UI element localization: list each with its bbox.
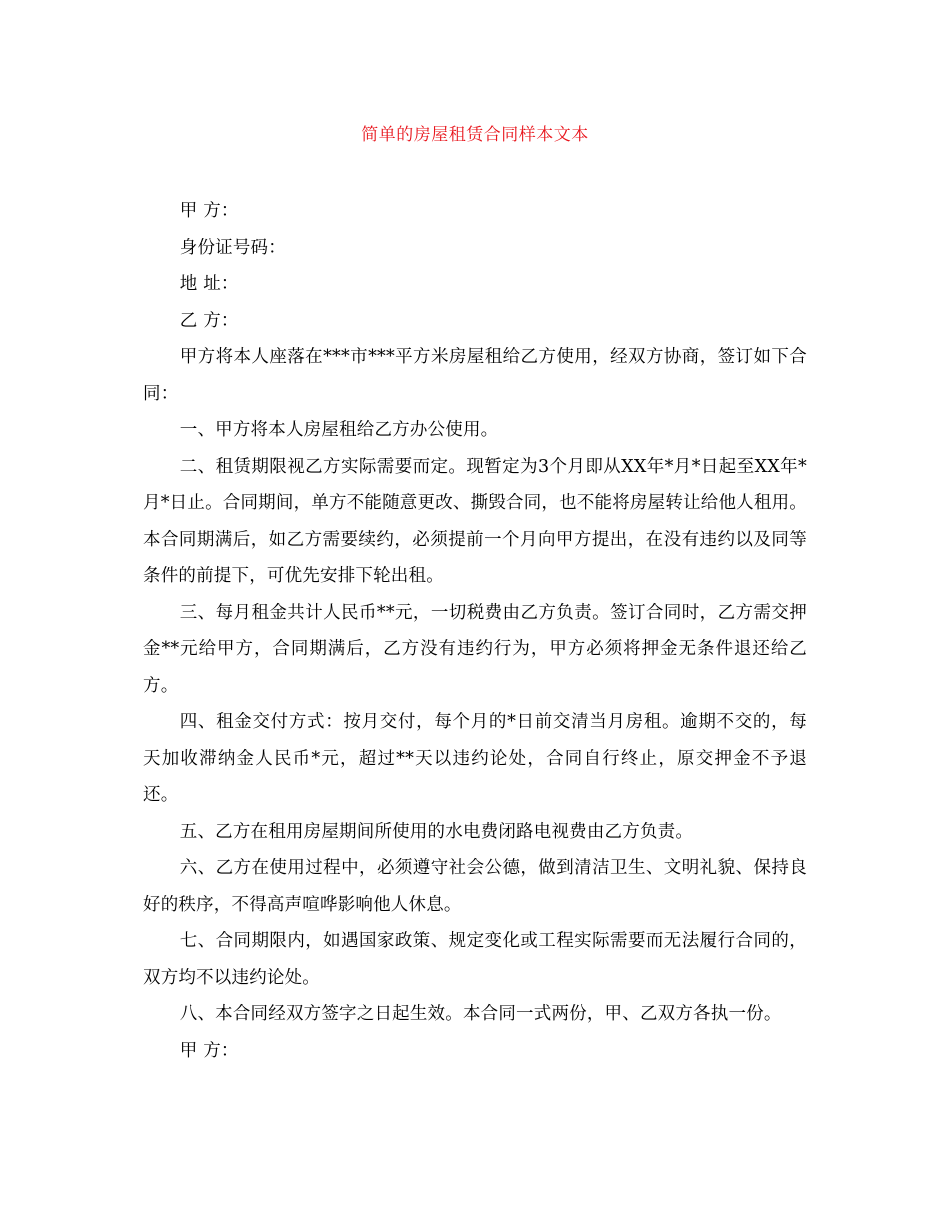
document-title: 简单的房屋租赁合同样本文本 bbox=[361, 125, 589, 145]
clause-6: 六、乙方在使用过程中，必须遵守社会公德，做到清洁卫生、文明礼貌、保持良好的秩序，不得高声喧哗影响他人休息。 bbox=[143, 858, 807, 915]
id-number-label: 身份证号码： bbox=[179, 237, 286, 258]
document-body bbox=[143, 193, 807, 1069]
party-a-signature-label: 甲 方： bbox=[179, 1040, 239, 1061]
party-b-label: 乙 方： bbox=[179, 310, 239, 331]
clause-4: 四、租金交付方式：按月交付，每个月的*日前交清当月房租。逾期不交的，每天加收滞纳金人民币*元，超过**天以违约论处，合同自行终止，原交押金不予退还。 bbox=[143, 712, 807, 805]
address-label: 地 址： bbox=[179, 274, 239, 294]
clause-7: 七、合同期限内，如遇国家政策、规定变化或工程实际需要而无法履行合同的，双方均不以违约论处。 bbox=[143, 931, 807, 988]
preamble-paragraph: 甲方将本人座落在***市***平方米房屋租给乙方使用，经双方协商，签订如下合同： bbox=[143, 347, 807, 404]
clause-8: 八、本合同经双方签字之日起生效。本合同一式两份，甲、乙双方各执一份。 bbox=[179, 1004, 782, 1024]
clause-1: 一、甲方将本人房屋租给乙方办公使用。 bbox=[179, 420, 499, 440]
clause-3: 三、每月租金共计人民币**元，一切税费由乙方负责。签订合同时，乙方需交押金**元给甲方，合同期满后，乙方没有违约行为，甲方必须将押金无条件退还给乙方。 bbox=[143, 602, 807, 696]
clause-2: 二、租赁期限视乙方实际需要而定。现暂定为3个月即从XX年*月*日起至XX年*月*日止。合同期间，单方不能随意更改、撕毁合同，也不能将房屋转让给他人租用。本合同期满后，如乙方需要续约，必须提前一个月向甲方提出，在没有违约以及同等条件的前提下，可优先安排下轮出租。 bbox=[143, 456, 807, 586]
clause-5: 五、乙方在租用房屋期间所使用的水电费闭路电视费由乙方负责。 bbox=[179, 821, 694, 842]
party-a-label: 甲 方： bbox=[179, 201, 239, 221]
